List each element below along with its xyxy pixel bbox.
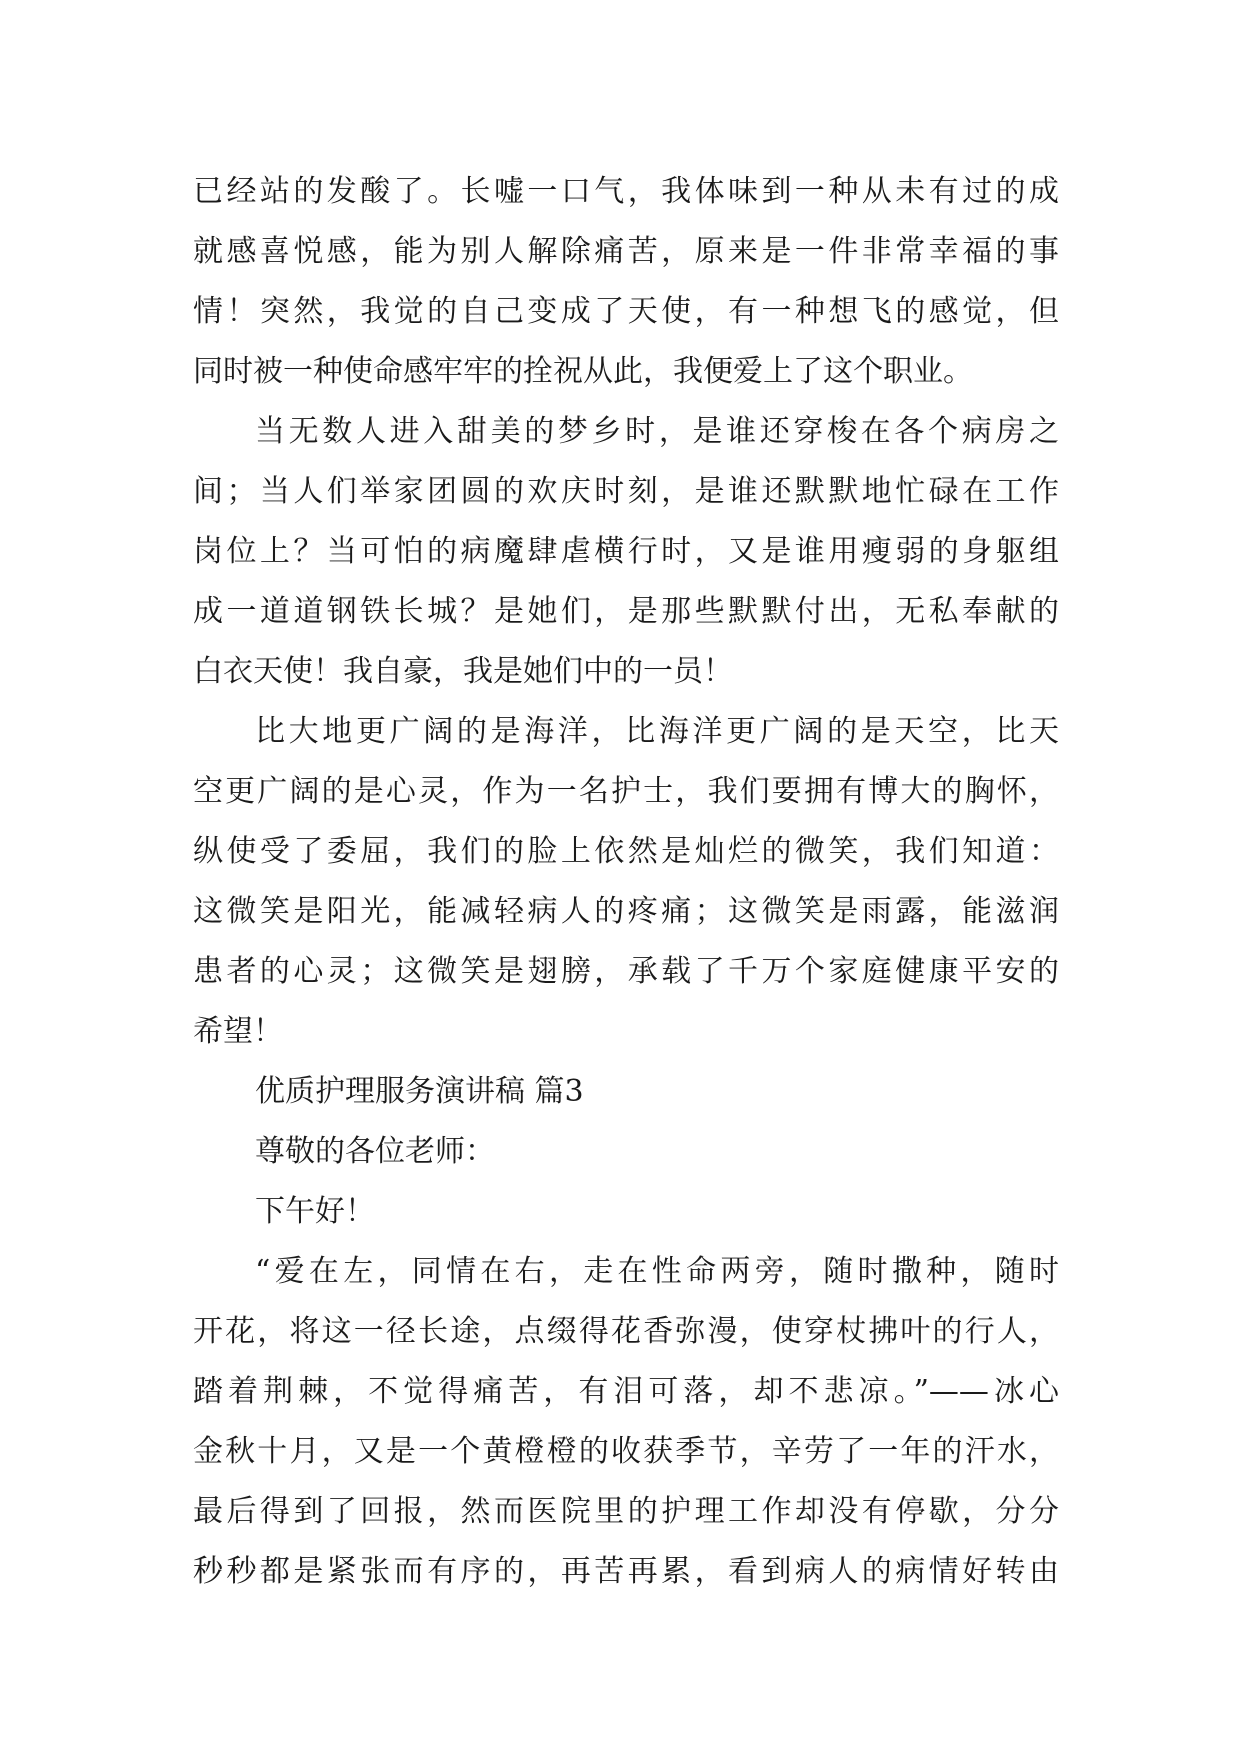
text-line: 患者的心灵；这微笑是翅膀，承载了千万个家庭健康平安的 [193,954,1059,989]
text-line: 白衣天使！我自豪，我是她们中的一员！ [193,654,733,689]
text-line: 最后得到了回报，然而医院里的护理工作却没有停歇，分分 [193,1494,1059,1529]
text-line: 成一道道钢铁长城？是她们，是那些默默付出，无私奉献的 [193,594,1059,629]
text-line: 秒秒都是紧张而有序的，再苦再累，看到病人的病情好转由 [193,1554,1059,1589]
text-line: 就感喜悦感，能为别人解除痛苦，原来是一件非常幸福的事 [193,234,1059,269]
text-line: 已经站的发酸了。长嘘一口气，我体味到一种从未有过的成 [193,174,1059,209]
section-heading: 优质护理服务演讲稿 篇3 [255,1074,584,1109]
text-line: 当无数人进入甜美的梦乡时，是谁还穿梭在各个病房之 [255,414,1059,449]
text-line: 比大地更广阔的是海洋，比海洋更广阔的是天空，比天 [255,714,1059,749]
text-line: 纵使受了委屈，我们的脸上依然是灿烂的微笑，我们知道： [193,834,1059,869]
text-line: “爱在左，同情在右，走在性命两旁，随时撒种，随时 [255,1254,1059,1289]
text-line: 情！突然，我觉的自己变成了天使，有一种想飞的感觉，但 [193,294,1059,329]
text-line: 这微笑是阳光，能减轻病人的疼痛；这微笑是雨露，能滋润 [193,894,1059,929]
document-body [193,162,1059,1602]
text-line: 同时被一种使命感牢牢的拴祝从此，我便爱上了这个职业。 [193,354,973,389]
text-line: 间；当人们举家团圆的欢庆时刻，是谁还默默地忙碌在工作 [193,474,1059,509]
text-line: 开花，将这一径长途，点缀得花香弥漫，使穿杖拂叶的行人， [193,1314,1059,1349]
text-line: 金秋十月，又是一个黄橙橙的收获季节，辛劳了一年的汗水， [193,1434,1059,1469]
salutation: 尊敬的各位老师： [255,1134,495,1169]
text-line: 空更广阔的是心灵，作为一名护士，我们要拥有博大的胸怀， [193,774,1059,809]
text-line: 岗位上？当可怕的病魔肆虐横行时，又是谁用瘦弱的身躯组 [193,534,1059,569]
text-line: 踏着荆棘，不觉得痛苦，有泪可落，却不悲凉。”——冰心 [193,1374,1059,1409]
greeting: 下午好！ [255,1194,375,1229]
text-line: 希望！ [193,1014,283,1049]
